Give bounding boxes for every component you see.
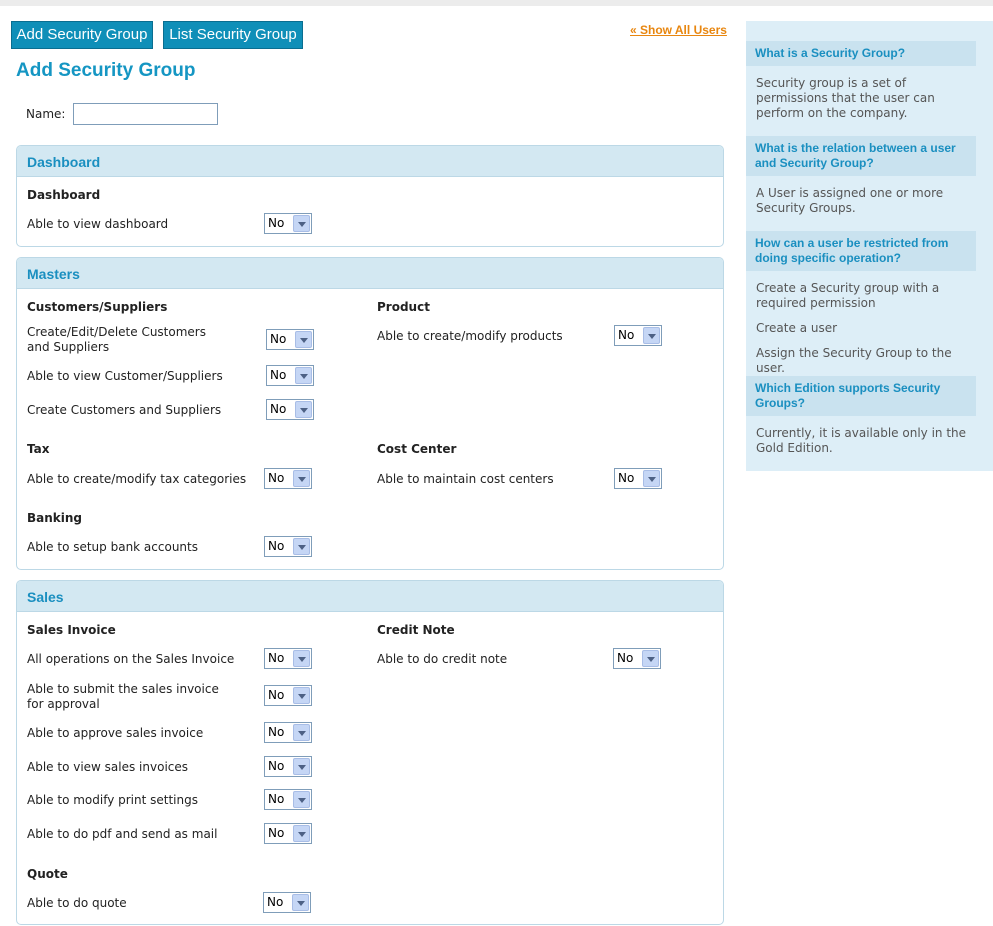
permission-select-view-invoices[interactable] <box>264 756 312 777</box>
permission-label-quote: Able to do quote <box>27 896 127 910</box>
permission-label-approve-invoice: Able to approve sales invoice <box>27 726 204 740</box>
select-value: No <box>270 368 287 382</box>
faq-question: What is the relation between a user and Security Group? <box>746 136 976 176</box>
permission-select-view-dashboard[interactable] <box>264 213 312 234</box>
chevron-down-icon <box>642 650 659 667</box>
permission-select-cost-centers[interactable] <box>614 468 662 489</box>
select-value: No <box>268 826 285 840</box>
permission-select-create-customers[interactable] <box>266 399 314 420</box>
permission-select-tax-categories[interactable] <box>264 468 312 489</box>
select-value: No <box>268 725 285 739</box>
cost-center-group-title: Cost Center <box>377 442 457 456</box>
name-input[interactable] <box>73 103 218 125</box>
faq-answer: Create a user <box>756 321 838 335</box>
help-sidebar <box>746 21 993 471</box>
permission-label-modify-products: Able to create/modify products <box>377 329 563 343</box>
permission-label-pdf-mail: Able to do pdf and send as mail <box>27 827 218 841</box>
chevron-down-icon <box>643 327 660 344</box>
faq-question: What is a Security Group? <box>746 41 976 66</box>
quote-group-title: Quote <box>27 867 68 881</box>
select-value: No <box>267 895 284 909</box>
sales-invoice-group-title: Sales Invoice <box>27 623 116 637</box>
chevron-down-icon <box>293 825 310 842</box>
chevron-down-icon <box>293 538 310 555</box>
dashboard-panel-title: Dashboard <box>17 146 723 177</box>
chevron-down-icon <box>293 758 310 775</box>
faq-answer: Currently, it is available only in the Gold Edition. <box>756 426 967 455</box>
add-security-group-button[interactable]: Add Security Group <box>11 21 153 49</box>
faq-answer: Assign the Security Group to the user. <box>756 346 952 375</box>
faq-question: How can a user be restricted from doing specific operation? <box>746 231 976 271</box>
chevron-down-icon <box>293 791 310 808</box>
select-value: No <box>618 471 635 485</box>
top-strip <box>0 0 993 6</box>
permission-select-sales-invoice-all[interactable] <box>264 648 312 669</box>
faq-question: Which Edition supports Security Groups? <box>746 376 976 416</box>
chevron-down-icon <box>295 331 312 348</box>
masters-panel-title: Masters <box>17 258 723 289</box>
select-value: No <box>270 332 287 346</box>
dashboard-panel <box>16 145 724 247</box>
masters-panel <box>16 257 724 570</box>
permission-select-modify-products[interactable] <box>614 325 662 346</box>
select-value: No <box>268 792 285 806</box>
chevron-down-icon <box>293 215 310 232</box>
permission-label-edit-customers: Create/Edit/Delete Customers and Suppliers <box>27 325 206 354</box>
chevron-down-icon <box>293 724 310 741</box>
permission-label-submit-invoice: Able to submit the sales invoice for approval <box>27 682 219 711</box>
faq-answer: A User is assigned one or more Security Groups. <box>756 186 944 215</box>
customers-suppliers-group-title: Customers/Suppliers <box>27 300 168 314</box>
select-value: No <box>268 759 285 773</box>
permission-select-print-settings[interactable] <box>264 789 312 810</box>
select-value: No <box>268 688 285 702</box>
permission-label-print-settings: Able to modify print settings <box>27 793 198 807</box>
select-value: No <box>618 328 635 342</box>
chevron-down-icon <box>292 894 309 911</box>
permission-select-pdf-mail[interactable] <box>264 823 312 844</box>
product-group-title: Product <box>377 300 430 314</box>
permission-select-submit-invoice[interactable] <box>264 685 312 706</box>
chevron-down-icon <box>293 470 310 487</box>
credit-note-group-title: Credit Note <box>377 623 455 637</box>
show-all-users-link[interactable]: « Show All Users <box>630 23 727 37</box>
permission-label-view-customers: Able to view Customer/Suppliers <box>27 369 223 383</box>
permission-label-credit-note: Able to do credit note <box>377 652 508 666</box>
permission-label-cost-centers: Able to maintain cost centers <box>377 472 554 486</box>
permission-select-credit-note[interactable] <box>613 648 661 669</box>
permission-select-quote[interactable] <box>263 892 311 913</box>
page-title: Add Security Group <box>16 60 196 81</box>
chevron-down-icon <box>643 470 660 487</box>
select-value: No <box>268 471 285 485</box>
chevron-down-icon <box>295 367 312 384</box>
permission-label-create-customers: Create Customers and Suppliers <box>27 403 222 417</box>
sales-panel-title: Sales <box>17 581 723 612</box>
select-value: No <box>270 402 287 416</box>
select-value: No <box>617 651 634 665</box>
permission-label-sales-invoice-all: All operations on the Sales Invoice <box>27 652 235 666</box>
permission-label-bank-accounts: Able to setup bank accounts <box>27 540 198 554</box>
permission-label-view-dashboard: Able to view dashboard <box>27 217 169 231</box>
permission-select-bank-accounts[interactable] <box>264 536 312 557</box>
permission-label-tax-categories: Able to create/modify tax categories <box>27 472 247 486</box>
faq-answer: Create a Security group with a required permission <box>756 281 940 310</box>
tax-group-title: Tax <box>27 442 50 456</box>
permission-select-view-customers[interactable] <box>266 365 314 386</box>
name-label: Name: <box>26 107 66 121</box>
chevron-down-icon <box>293 687 310 704</box>
permission-label-view-invoices: Able to view sales invoices <box>27 760 189 774</box>
list-security-group-button[interactable]: List Security Group <box>163 21 303 49</box>
select-value: No <box>268 651 285 665</box>
chevron-down-icon <box>293 650 310 667</box>
banking-group-title: Banking <box>27 511 83 525</box>
select-value: No <box>268 216 285 230</box>
sales-panel <box>16 580 724 925</box>
permission-select-edit-customers[interactable] <box>266 329 314 350</box>
select-value: No <box>268 539 285 553</box>
dashboard-group-title: Dashboard <box>27 188 101 202</box>
faq-answer: Security group is a set of permissions that the user can perform on the company. <box>756 76 935 120</box>
chevron-down-icon <box>295 401 312 418</box>
permission-select-approve-invoice[interactable] <box>264 722 312 743</box>
